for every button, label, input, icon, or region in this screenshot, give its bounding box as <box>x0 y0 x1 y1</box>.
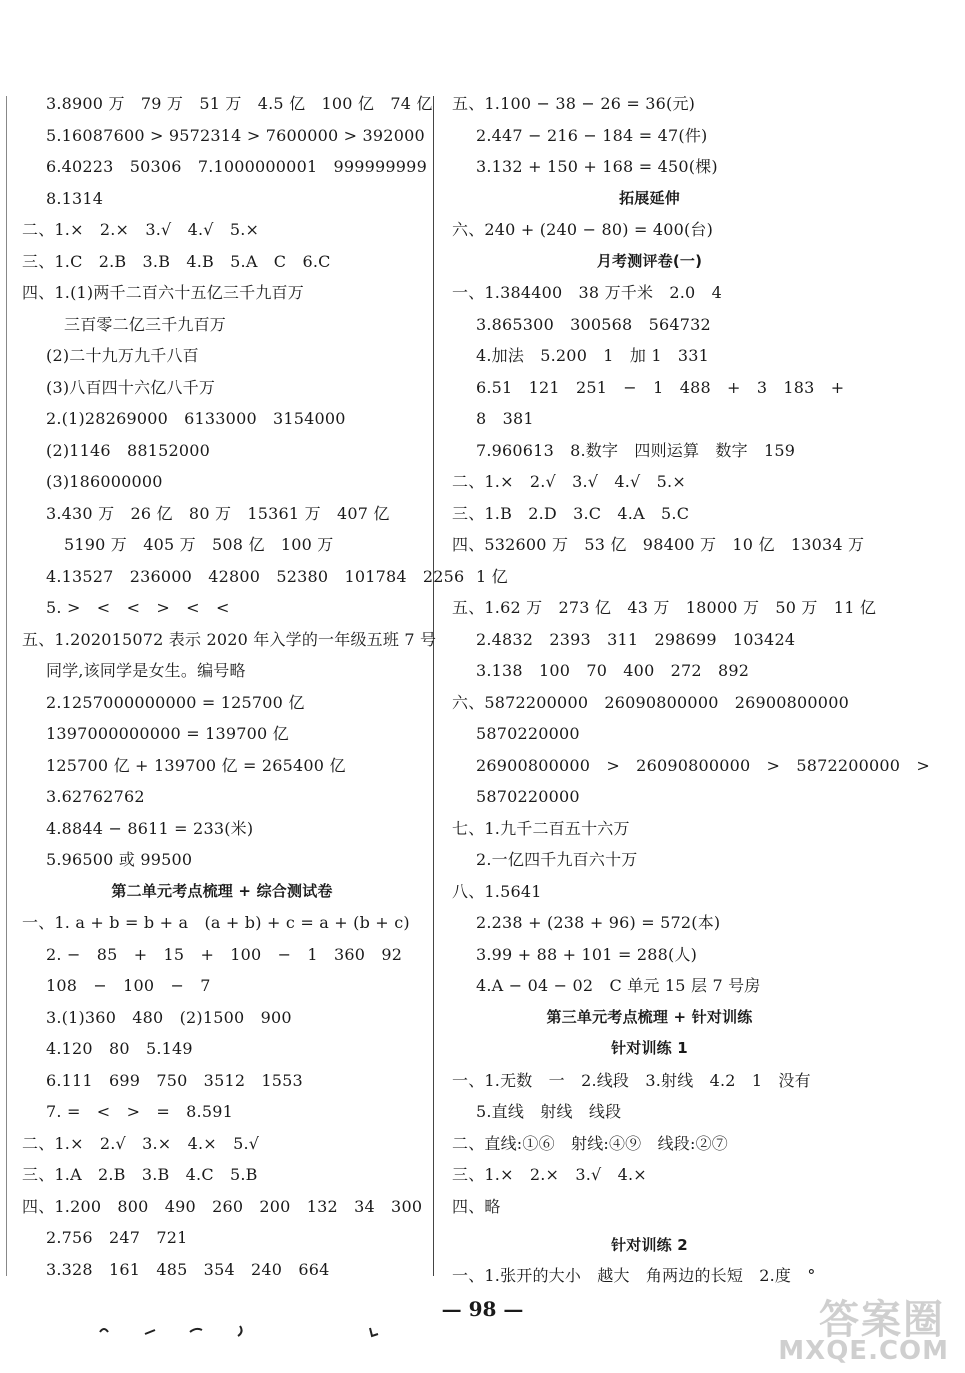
left-answer-line: 125700 亿 + 139700 亿 = 265400 亿 <box>46 755 346 775</box>
watermark-url: MXQE.COM <box>778 1336 949 1366</box>
right-section-heading: 拓展延伸 <box>619 188 680 207</box>
left-answer-line: 8.1314 <box>46 188 104 208</box>
left-answer-line: 2.(1)28269000 6133000 3154000 <box>46 409 346 428</box>
right-answer-line: 8 381 <box>476 409 534 428</box>
left-answer-line: 3.8900 万 79 万 51 万 4.5 亿 100 亿 74 亿 <box>46 94 433 113</box>
left-answer-line: 7. = < > = 8.591 <box>46 1102 233 1121</box>
watermark <box>765 1288 955 1368</box>
right-answer-line: 3.138 100 70 400 272 892 <box>476 661 750 680</box>
right-answer-line: 4.A − 04 − 02 C 单元 15 层 7 号房 <box>476 976 761 995</box>
right-section-heading: 针对训练 2 <box>611 1236 688 1254</box>
left-answer-line: 三百零二亿三千九百万 <box>64 314 227 334</box>
right-answer-line: 5.直线 射线 线段 <box>476 1102 622 1121</box>
left-answer-line: 三、1.A 2.B 3.B 4.C 5.B <box>22 1165 258 1184</box>
left-answer-line: (2)1146 88152000 <box>46 440 211 460</box>
left-answer-line: 3.(1)360 480 (2)1500 900 <box>46 1007 292 1027</box>
right-section-heading: 针对训练 1 <box>611 1039 688 1057</box>
left-answer-line: 4.13527 236000 42800 52380 101784 2256 <box>46 566 465 586</box>
left-edge-rule <box>6 96 7 1276</box>
left-answer-line: 同学,该同学是女生。编号略 <box>46 661 246 680</box>
right-answer-line: 3.99 + 88 + 101 = 288(人) <box>476 944 698 964</box>
right-answer-line: 一、1.无数 一 2.线段 3.射线 4.2 1 没有 <box>452 1070 811 1090</box>
left-answer-line: (3)八百四十六亿八千万 <box>46 377 216 397</box>
right-answer-line: 7.960613 8.数字 四则运算 数字 159 <box>476 440 796 460</box>
left-answer-line: 四、1.200 800 490 260 200 132 34 300 <box>22 1196 423 1216</box>
right-answer-line: 六、5872200000 26090800000 26900800000 <box>452 692 849 712</box>
left-answer-line: 二、1.× 2.× 3.√ 4.√ 5.× <box>22 220 260 239</box>
right-answer-line: 3.132 + 150 + 168 = 450(棵) <box>476 157 718 176</box>
right-answer-line: 3.865300 300568 564732 <box>476 314 711 334</box>
right-answer-line: 26900800000 > 26090800000 > 5872200000 > <box>476 755 930 775</box>
left-answer-line: 2. − 85 + 15 + 100 − 1 360 92 <box>46 944 403 964</box>
right-answer-line: 三、1.B 2.D 3.C 4.A 5.C <box>452 503 690 523</box>
left-answer-line: 5.96500 或 99500 <box>46 850 193 869</box>
left-answer-line: 2.756 247 721 <box>46 1228 188 1247</box>
left-answer-line: 3.62762762 <box>46 787 145 806</box>
left-answer-line: 4.8844 − 8611 = 233(米) <box>46 818 254 838</box>
left-answer-line: (3)186000000 <box>46 472 163 491</box>
left-answer-line: 6.111 699 750 3512 1553 <box>46 1070 303 1090</box>
left-answer-line: 一、1. a + b = b + a (a + b) + c = a + (b + c) <box>22 913 410 932</box>
column-divider <box>433 96 434 1276</box>
left-answer-line: 108 − 100 − 7 <box>46 976 211 995</box>
right-answer-line: 五、1.62 万 273 亿 43 万 18000 万 50 万 11 亿 <box>452 598 877 617</box>
left-answer-line: 3.430 万 26 亿 80 万 15361 万 407 亿 <box>46 503 390 523</box>
left-answer-line: 二、1.× 2.√ 3.× 4.× 5.√ <box>22 1133 260 1153</box>
left-answer-line: 五、1.202015072 表示 2020 年入学的一年级五班 7 号 <box>22 629 437 649</box>
right-answer-line: 四、532600 万 53 亿 98400 万 10 亿 13034 万 <box>452 535 865 554</box>
right-answer-line: 1 亿 <box>476 566 508 586</box>
right-answer-line: 八、1.5641 <box>452 881 542 901</box>
right-answer-line: 二、1.× 2.√ 3.√ 4.√ 5.× <box>452 472 686 491</box>
left-answer-line: (2)二十九万九千八百 <box>46 346 199 365</box>
left-answer-line: 5.16087600 > 9572314 > 7600000 > 392000 <box>46 125 425 145</box>
scan-artifact-marks <box>95 1320 395 1340</box>
left-answer-line: 四、1.(1)两千二百六十五亿三千九百万 <box>22 283 304 302</box>
right-answer-line: 一、1.384400 38 万千米 2.0 4 <box>452 283 723 302</box>
left-answer-line: 三、1.C 2.B 3.B 4.B 5.A C 6.C <box>22 251 331 271</box>
right-answer-line: 4.加法 5.200 1 加 1 331 <box>476 346 710 365</box>
left-answer-line: 1397000000000 = 139700 亿 <box>46 724 289 743</box>
right-answer-line: 5870220000 <box>476 787 580 806</box>
left-answer-line: 4.120 80 5.149 <box>46 1039 193 1058</box>
right-answer-line: 2.4832 2393 311 298699 103424 <box>476 629 796 649</box>
right-answer-line: 六、240 + (240 − 80) = 400(台) <box>452 220 714 239</box>
right-answer-line: 一、1.张开的大小 越大 角两边的长短 2.度 ° <box>452 1265 816 1285</box>
left-answer-line: 3.328 161 485 354 240 664 <box>46 1259 330 1279</box>
left-answer-line: 5190 万 405 万 508 亿 100 万 <box>64 535 334 554</box>
right-answer-line: 七、1.九千二百五十六万 <box>452 818 630 838</box>
right-answer-line: 2.447 − 216 − 184 = 47(件) <box>476 125 708 145</box>
right-answer-line: 6.51 121 251 − 1 488 + 3 183 + <box>476 377 845 397</box>
left-answer-line: 6.40223 50306 7.1000000001 999999999 <box>46 157 427 176</box>
page-number: — 98 — <box>441 1297 524 1321</box>
right-answer-line: 二、直线:①⑥ 射线:④⑨ 线段:②⑦ <box>452 1133 728 1153</box>
watermark-logo-text: 答案圈 <box>819 1297 945 1343</box>
left-section-heading: 第二单元考点梳理 + 综合测试卷 <box>111 881 333 900</box>
right-answer-line: 五、1.100 − 38 − 26 = 36(元) <box>452 94 696 113</box>
right-answer-line: 5870220000 <box>476 724 580 743</box>
right-answer-line: 四、略 <box>452 1196 501 1216</box>
right-section-heading: 第三单元考点梳理 + 针对训练 <box>546 1007 753 1026</box>
right-answer-line: 2.238 + (238 + 96) = 572(本) <box>476 913 721 932</box>
right-answer-line: 2.一亿四千九百六十万 <box>476 850 638 869</box>
left-answer-line: 2.1257000000000 = 125700 亿 <box>46 692 305 712</box>
left-answer-line: 5. > < < > < < <box>46 598 230 617</box>
right-section-heading: 月考测评卷(一) <box>596 251 703 270</box>
right-answer-line: 三、1.× 2.× 3.√ 4.× <box>452 1165 647 1184</box>
